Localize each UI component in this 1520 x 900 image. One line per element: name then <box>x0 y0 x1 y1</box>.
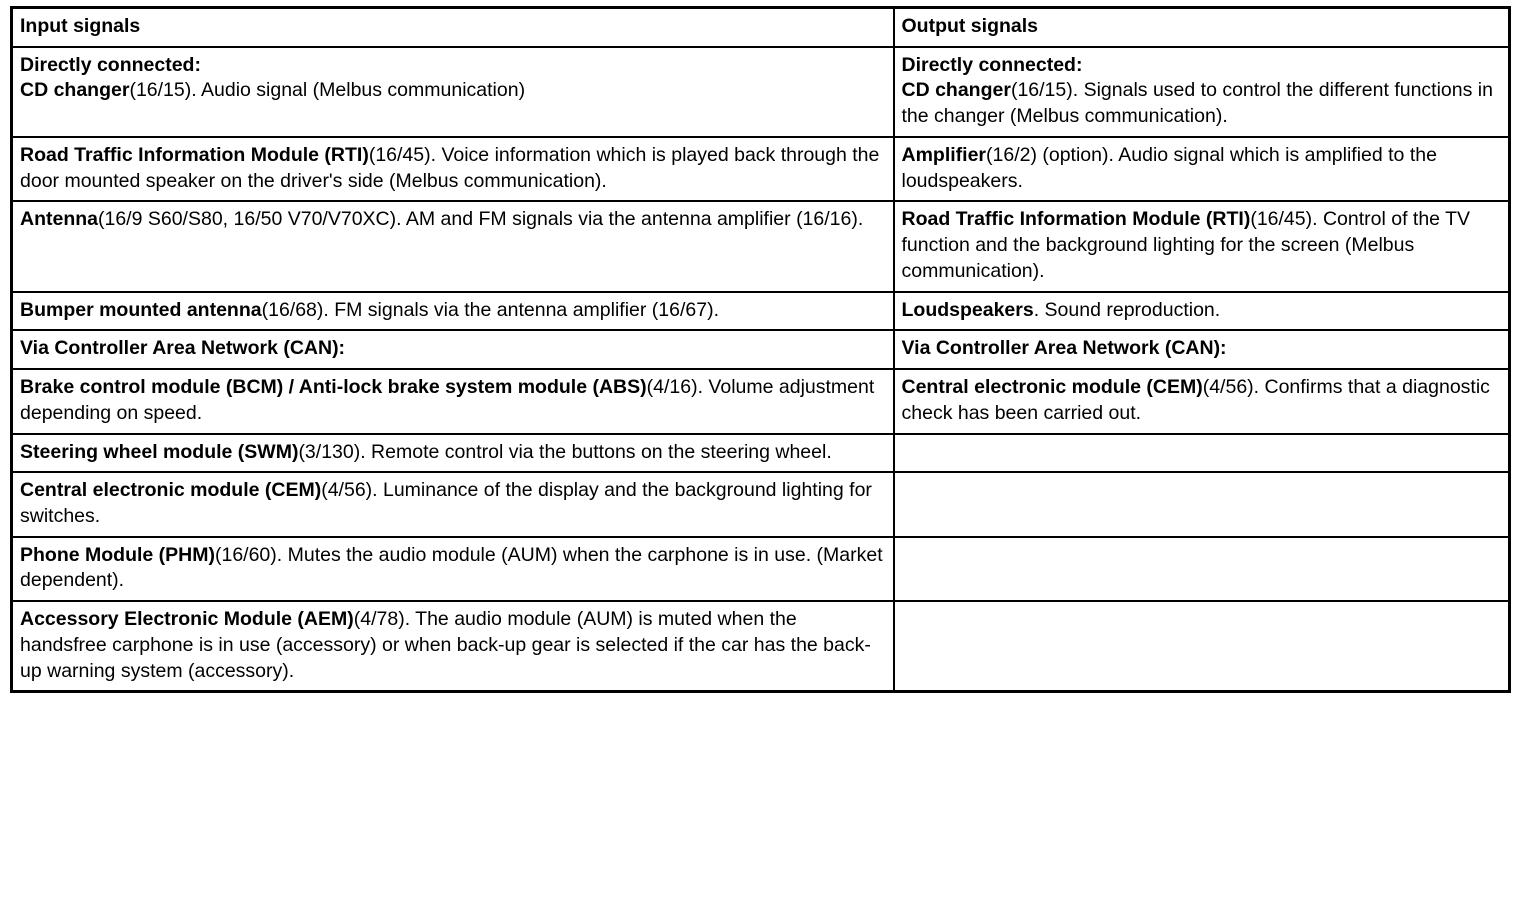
input-signal-cell <box>12 201 894 291</box>
component-name: Central electronic module (CEM) <box>901 376 1203 399</box>
signal-description: (16/2) (option). Audio signal which is amplified to the loudspeakers. <box>901 143 1437 192</box>
component-name: Road Traffic Information Module (RTI) <box>20 143 369 166</box>
component-name: Loudspeakers <box>901 298 1034 321</box>
table-body <box>12 8 1510 692</box>
column-header-input-signals: Input signals <box>12 8 894 47</box>
component-name: Via Controller Area Network (CAN): <box>20 337 346 360</box>
input-signal-cell <box>12 537 894 601</box>
component-name: Directly connected: <box>901 53 1083 76</box>
input-signal-cell <box>12 292 894 331</box>
signals-table <box>10 6 1511 693</box>
component-name: Directly connected: <box>20 53 201 76</box>
signal-description: (16/60). Mutes the audio module (AUM) when the carphone is in use. (Market dependent). <box>20 543 883 592</box>
signal-description: (16/45). Control of the TV function and the background lighting for the screen (Melbus communication). <box>901 208 1470 282</box>
component-name: Steering wheel module (SWM) <box>20 440 299 463</box>
output-signal-cell <box>894 201 1510 291</box>
component-name: Brake control module (BCM) / Anti-lock brake system module (ABS) <box>20 376 647 399</box>
table-row <box>12 47 1510 137</box>
table-row <box>12 434 1510 473</box>
component-name: Antenna <box>20 208 98 231</box>
input-signal-cell <box>12 472 894 536</box>
signal-description: (4/78). The audio module (AUM) is muted when the handsfree carphone is in use (accessory) or when back-up gear is selected if the car has the back-up warning system (accessory). <box>20 608 871 682</box>
output-signal-cell <box>894 369 1510 433</box>
table-row <box>12 472 1510 536</box>
signal-description: (16/15). Signals used to control the different functions in the changer (Melbus communication). <box>901 79 1493 128</box>
column-header-output-signals: Output signals <box>894 8 1510 47</box>
output-signal-cell <box>894 292 1510 331</box>
component-name: Road Traffic Information Module (RTI) <box>901 208 1251 231</box>
signal-description: (4/16). Volume adjustment depending on speed. <box>20 376 875 424</box>
output-signal-cell <box>894 434 1510 473</box>
component-name: Bumper mounted antenna <box>20 298 262 321</box>
input-signal-cell <box>12 47 894 137</box>
signal-description: (4/56). Luminance of the display and the background lighting for switches. <box>20 479 872 528</box>
signal-description: (16/45). Voice information which is played back through the door mounted speaker on the driver's side (Melbus communication). <box>20 143 880 192</box>
table-row <box>12 137 1510 201</box>
component-name: Accessory Electronic Module (AEM) <box>20 608 354 631</box>
signal-description: (3/130). Remote control via the buttons on the steering wheel. <box>298 440 832 463</box>
component-name: Phone Module (PHM) <box>20 543 215 566</box>
component-name: Via Controller Area Network (CAN): <box>901 337 1227 360</box>
output-signal-cell <box>894 330 1510 369</box>
signal-description: . Sound reproduction. <box>1033 298 1221 321</box>
input-signal-cell <box>12 137 894 201</box>
component-name: Central electronic module (CEM) <box>20 479 322 502</box>
table-row <box>12 369 1510 433</box>
table-row <box>12 292 1510 331</box>
table-header-row <box>12 8 1510 47</box>
table-row <box>12 537 1510 601</box>
input-signal-cell <box>12 601 894 692</box>
input-signal-cell <box>12 330 894 369</box>
input-signal-cell <box>12 369 894 433</box>
signal-description: (4/56). Confirms that a diagnostic check has been carried out. <box>901 376 1490 424</box>
output-signal-cell <box>894 601 1510 692</box>
signal-description: (16/68). FM signals via the antenna amplifier (16/67). <box>261 298 720 321</box>
table-row <box>12 601 1510 692</box>
component-name: CD changer <box>901 79 1011 102</box>
component-name: Amplifier <box>901 143 987 166</box>
input-signal-cell <box>12 434 894 473</box>
output-signal-cell <box>894 537 1510 601</box>
component-name: CD changer <box>20 79 130 102</box>
table-row <box>12 201 1510 291</box>
output-signal-cell <box>894 47 1510 137</box>
signal-description: (16/9 S60/S80, 16/50 V70/V70XC). AM and FM signals via the antenna amplifier (16/16). <box>98 208 864 231</box>
output-signal-cell <box>894 137 1510 201</box>
table-row <box>12 330 1510 369</box>
signal-description: (16/15). Audio signal (Melbus communication) <box>129 79 526 102</box>
output-signal-cell <box>894 472 1510 536</box>
